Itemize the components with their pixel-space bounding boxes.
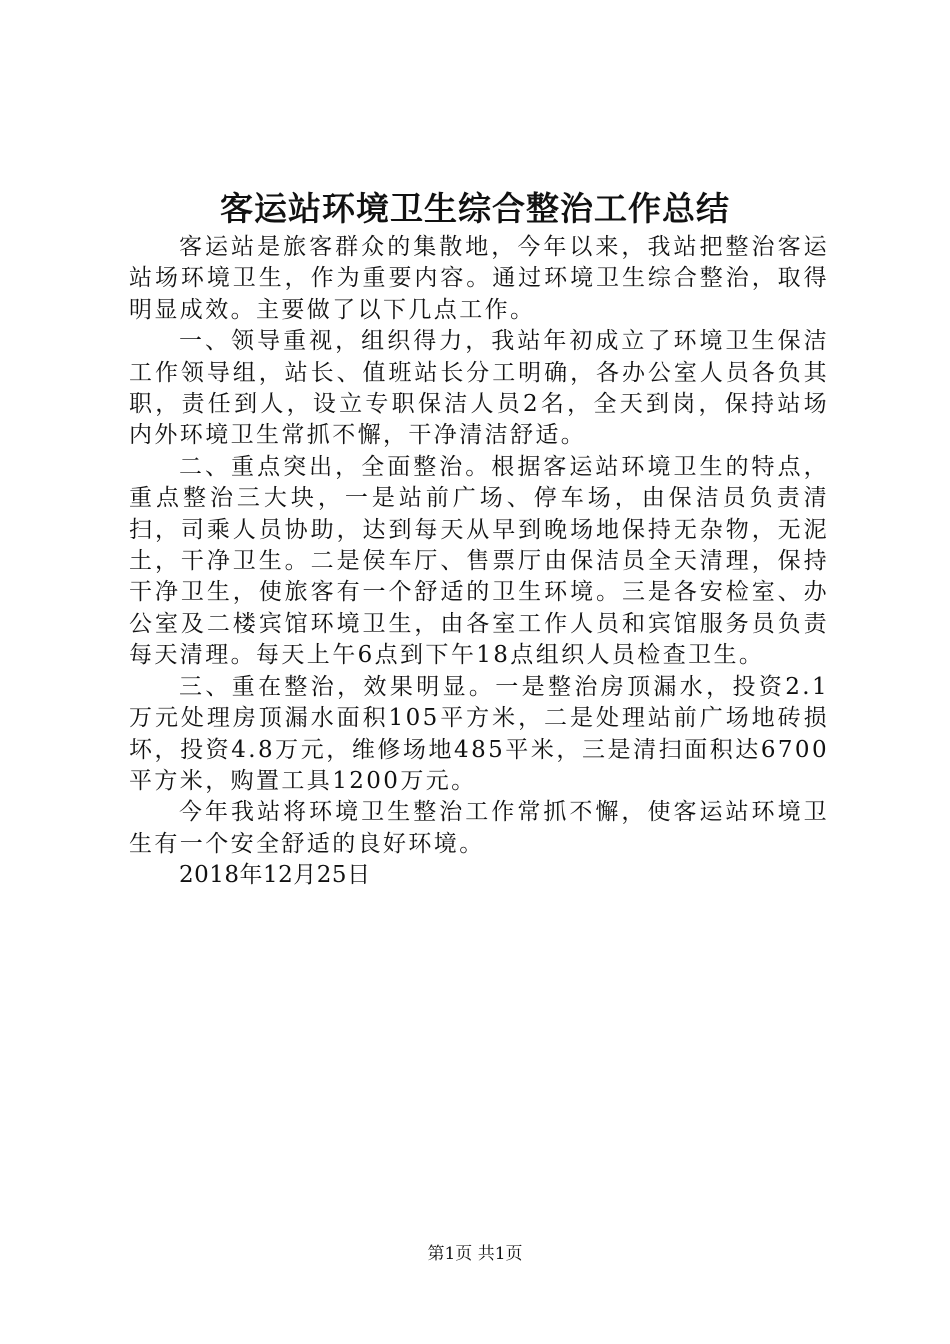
page-footer: 第1页 共1页 (427, 1244, 523, 1264)
document-body (129, 232, 829, 892)
paragraph-conclusion: 今年我站将环境卫生整治工作常抓不懈，使客运站环境卫生有一个安全舒适的良好环境。 (129, 799, 829, 857)
document-title: 客运站环境卫生综合整治工作总结 (220, 189, 730, 228)
document-date: 2018年12月25日 (179, 862, 371, 889)
paragraph-section-three: 三、重在整治，效果明显。一是整治房顶漏水，投资2.1万元处理房顶漏水面积105平方米，二是处理站前广场地砖损坏，投资4.8万元，维修场地485平米，三是清扫面积达6700平方米，购置工具1200万元。 (129, 673, 829, 794)
paragraph-intro: 客运站是旅客群众的集散地，今年以来，我站把整治客运站场环境卫生，作为重要内容。通过环境卫生综合整治，取得明显成效。主要做了以下几点工作。 (129, 234, 829, 323)
paragraph-section-two: 二、重点突出，全面整治。根据客运站环境卫生的特点，重点整治三大块，一是站前广场、停车场，由保洁员负责清扫，司乘人员协助，达到每天从早到晚场地保持无杂物，无泥土，干净卫生。二是侯车厅、售票厅由保洁员全天清理，保持干净卫生，使旅客有一个舒适的卫生环境。三是各安检室、办公室及二楼宾馆环境卫生，由各室工作人员和宾馆服务员负责每天清理。每天上午6点到下午18点组织人员检查卫生。 (129, 453, 829, 669)
paragraph-section-one: 一、领导重视，组织得力，我站年初成立了环境卫生保洁工作领导组，站长、值班站长分工明确，各办公室人员各负其职，责任到人，设立专职保洁人员2名，全天到岗，保持站场内外环境卫生常抓不懈，干净清洁舒适。 (129, 328, 829, 449)
